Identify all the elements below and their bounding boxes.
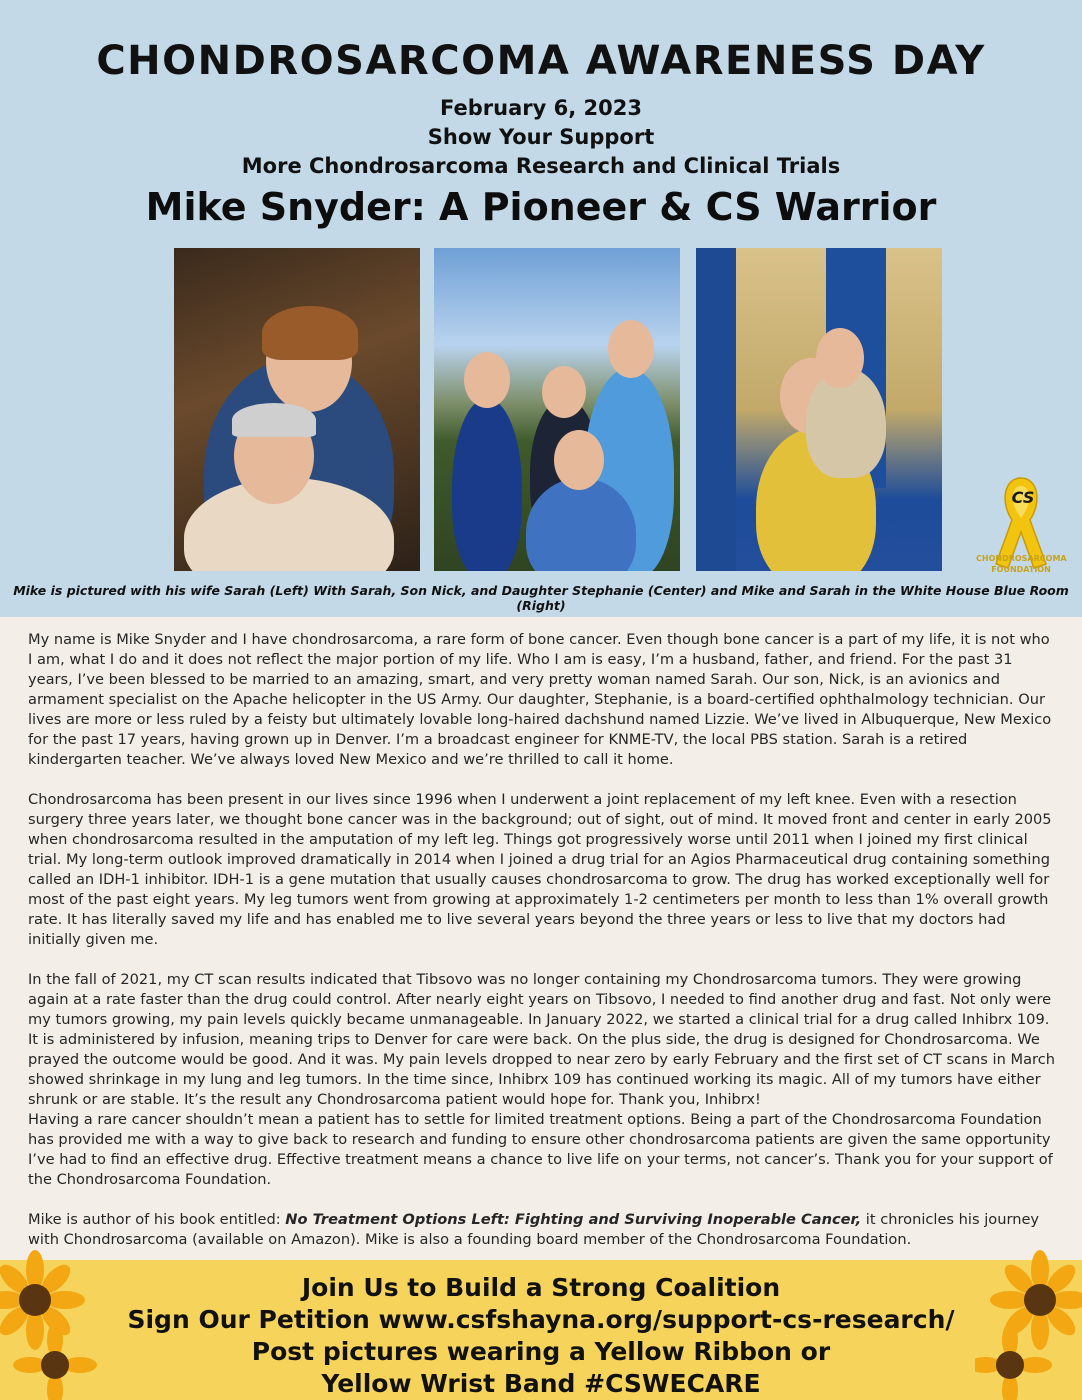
photo-family [434,248,680,571]
paragraph-treatment: In the fall of 2021, my CT scan results indicated that Tibsovo was no longer containing my Chondrosarcoma tumors. They were growing again at a rate faster than the drug could control. After nearly eight years on Tibsovo, I needed to find another drug and fast. Not only were my tumors growing, my pain levels quickly became unmanageable. In January 2022, we started a clinical trial for a drug called Inhibrx 109. It is administered by infusion, meaning trips to Denver for care were back. On the plus side, the drug is designed for Chondrosarcoma. We prayed the outcome would be good. And it was. My pain levels dropped to near zero by early February and the first set of CT scans in March showed shrinkage in my lung and leg tumors. In the time since, Inhibrx 109 has continued working its magic. All of my tumors have either shrunk or are stable. It’s the result any Chondrosarcoma patient would hope for. Thank you, Inhibrx! [28,971,1055,1108]
paragraph-book [28,1210,1058,1250]
cta-petition-link[interactable]: Sign Our Petition www.csfshayna.org/support-cs-research/ [127,1305,955,1334]
photo-mike-and-sarah [174,248,420,571]
support-line: Show Your Support [427,125,655,149]
book-title: No Treatment Options Left: Fighting and Surviving Inoperable Cancer, [285,1211,862,1228]
paragraph-foundation: Having a rare cancer shouldn’t mean a patient has to settle for limited treatment options. Being a part of the Chondrosarcoma Foundation has provided me with a way to give back to research and funding to ensure other chondrosarcoma patients are given the same opportunity I’ve had to find an effective drug. Effective treatment means a chance to live life on your terms, not cancer’s. Thank you for your support of the Chondrosarcoma Foundation. [28,1111,1053,1188]
paragraph-intro: My name is Mike Snyder and I have chondrosarcoma, a rare form of bone cancer. Even though bone cancer is a part of my life, it is not who I am, what I do and it does not reflect the major portion of my life. Who I am is easy, I’m a husband, father, and friend. For the past 31 years, I’ve been blessed to be married to an amazing, smart, and very pretty woman named Sarah. Our son, Nick, is an avionics and armament specialist on the Apache helicopter in the US Army. Our daughter, Stephanie, is a board-certified ophthalmology technician. Our lives are more or less ruled by a feisty but ultimately lovable long-haired dachshund named Lizzie. We’ve lived in Albuquerque, New Mexico for the past 17 years, having grown up in Denver. I’m a broadcast engineer for KNME-TV, the local PBS station. Sarah is a retired kindergarten teacher. We’ve always loved New Mexico and we’re thrilled to call it home. [28,631,1052,768]
page-title: CHONDROSARCOMA AWARENESS DAY [96,38,986,84]
photo-caption: Mike is pictured with his wife Sarah (Left) With Sarah, Son Nick, and Daughter Stephanie (Center) and Mike and Sarah in the White House Blue Room (Right) [13,583,1069,613]
cs-badge: CS [1011,488,1035,507]
article-body [28,630,1058,1270]
research-line: More Chondrosarcoma Research and Clinical Trials [241,154,841,178]
photo-white-house [696,248,942,571]
cta-coalition: Join Us to Build a Strong Coalition [301,1273,781,1302]
paragraph-history: Chondrosarcoma has been present in our lives since 1996 when I underwent a joint replacement of my left knee. Even with a resection surgery three years later, we thought bone cancer was in the background; out of sight, out of mind. It moved front and center in early 2005 when chondrosarcoma resulted in the amputation of my left leg. Things got progressively worse until 2011 when I joined my first clinical trial. My long-term outlook improved dramatically in 2014 when I joined a drug trial for an Agios Pharmaceutical drug containing something called an IDH-1 inhibitor. IDH-1 is a gene mutation that usually causes chondrosarcoma to grow. The drug has worked exceptionally well for most of the past eight years. My leg tumors went from growing at approximately 1-2 centimeters per month to less than 1% overall growth rate. It has literally saved my life and has enabled me to live several years beyond the three years or less to live that my doctors had initially given me. [28,791,1052,948]
cta-hashtag: Yellow Wrist Band #CSWECARE [321,1369,761,1398]
headline: Mike Snyder: A Pioneer & CS Warrior [145,185,937,229]
book-description-text: it chronicles his journey with Chondrosarcoma (available on Amazon). Mike is also a founding board member of the Chondrosarcoma Foundation. [28,1211,1040,1248]
foundation-logo-text: CHONDROSARCOMA FOUNDATION [976,554,1067,574]
event-date: February 6, 2023 [440,96,642,120]
cta-ribbon: Post pictures wearing a Yellow Ribbon or [251,1337,831,1366]
book-intro-text: Mike is author of his book entitled: [28,1211,286,1228]
